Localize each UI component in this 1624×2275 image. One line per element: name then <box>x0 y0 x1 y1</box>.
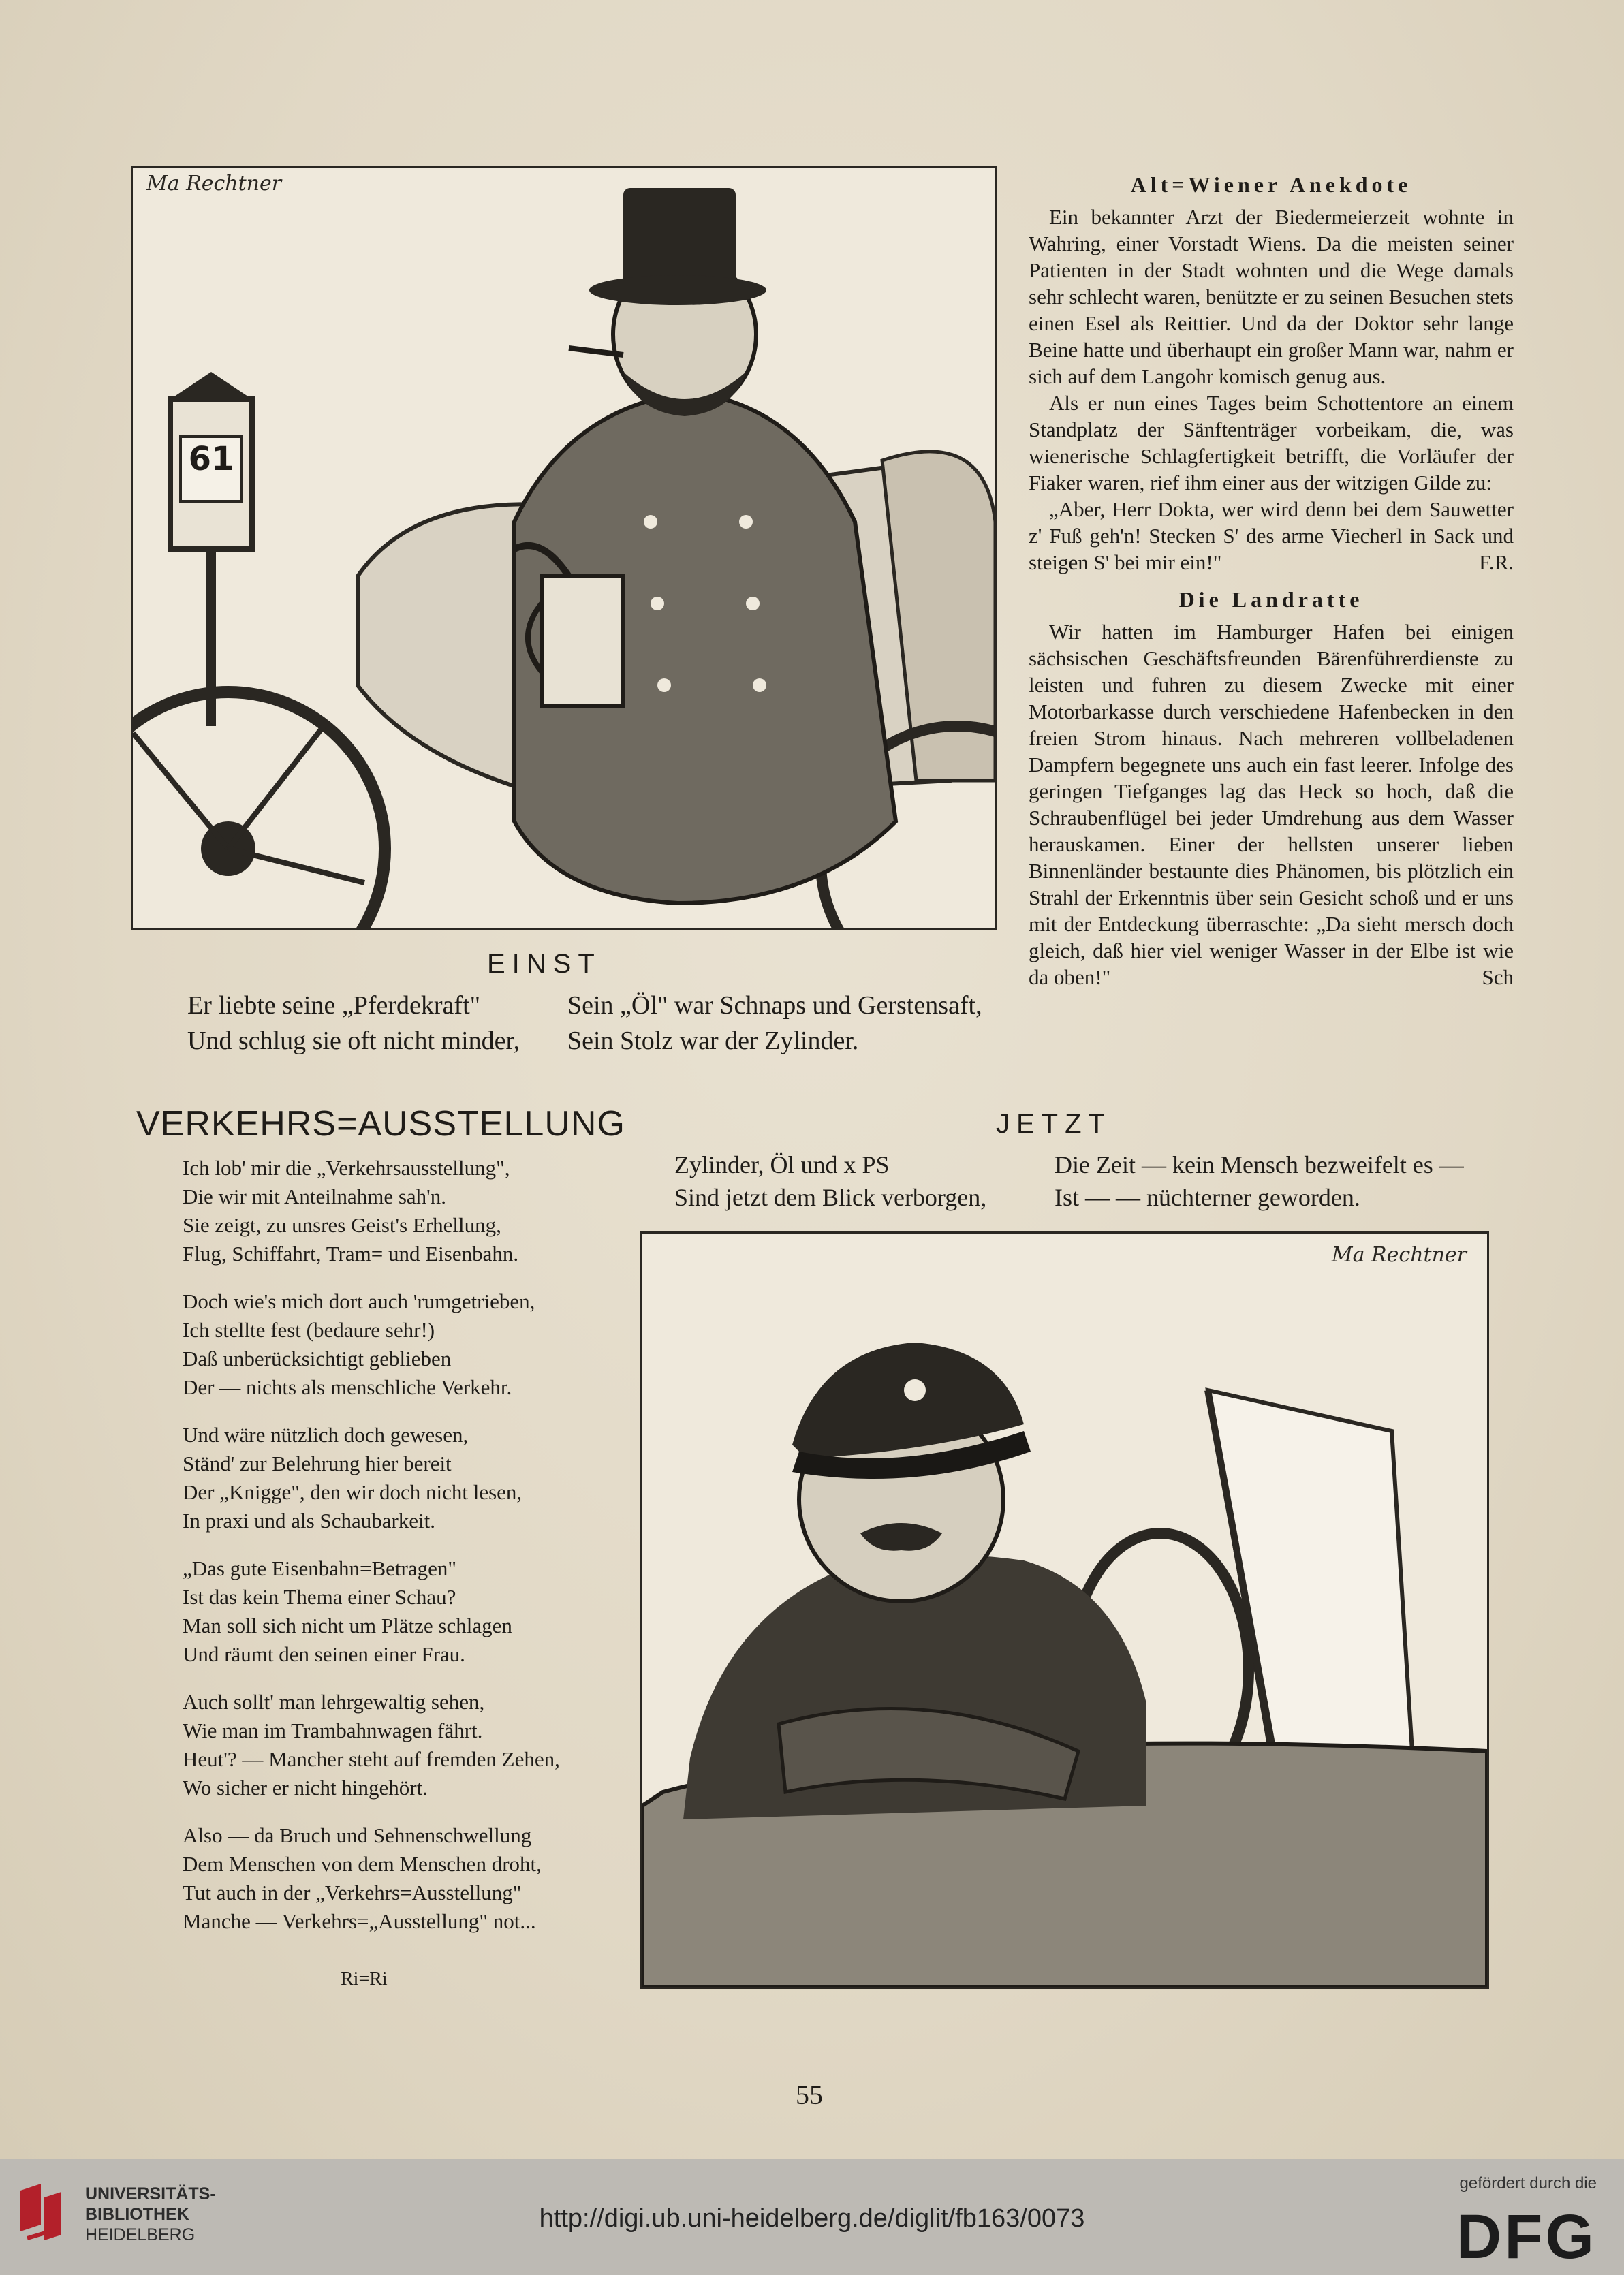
library-name-line: HEIDELBERG <box>85 2225 196 2244</box>
landratte-title: Die Landratte <box>1178 587 1364 612</box>
poem-line: Wie man im Trambahnwagen fährt. <box>183 1719 483 1742</box>
anekdote-author: F.R. <box>1479 550 1514 574</box>
jetzt-line: Zylinder, Öl und x PS <box>674 1151 890 1178</box>
poem-line: Doch wie's mich dort auch 'rumgetrieben, <box>183 1289 535 1313</box>
einst-left-lines <box>187 988 520 1058</box>
poem-stanza <box>183 1421 619 1535</box>
anekdote-paragraph: Als er nun eines Tages beim Schottentore an einem Standplatz der Sänftenträger vorbeikam, die, was wienerische Schlagfertigkeit betrifft, die Vorläufer der Fiaker waren, rief ihm einer aus der witzigen Gilde zu: <box>1029 391 1514 495</box>
illustrator-signature: Ma Rechtner <box>146 172 282 195</box>
page-number: 55 <box>796 2080 823 2110</box>
poem-line: Ich lob' mir die „Verkehrsausstellung", <box>183 1156 510 1180</box>
poem-stanza <box>183 1821 619 1936</box>
viewer-footer <box>0 2159 1624 2275</box>
poem-line: Und wäre nützlich doch gewesen, <box>183 1423 469 1447</box>
einst-line: Sein „Öl" war Schnaps und Gerstensaft, <box>567 991 982 1020</box>
poem-line: Der „Knigge", den wir doch nicht lesen, <box>183 1480 522 1504</box>
poem-line: In praxi und als Schaubarkeit. <box>183 1509 436 1533</box>
lamp-number: 61 <box>188 440 234 478</box>
illustrator-signature: Ma Rechtner <box>1331 1243 1467 1267</box>
poem-line: Ständ' zur Belehrung hier bereit <box>183 1452 452 1475</box>
library-name-line: BIBLIOTHEK <box>85 2205 189 2224</box>
poem-line: Ich stellte fest (bedaure sehr!) <box>183 1318 435 1342</box>
einst-line: Und schlug sie oft nicht minder, <box>187 1026 520 1055</box>
poem-title: VERKEHRS=AUSSTELLUNG <box>136 1104 625 1144</box>
poem-stanza <box>183 1287 619 1402</box>
illustration-chauffeur <box>640 1231 1489 1989</box>
jetzt-left-lines <box>674 1148 986 1214</box>
poem-author: Ri=Ri <box>341 1968 388 1990</box>
jetzt-line: Die Zeit — kein Mensch bezweifelt es — <box>1055 1151 1464 1178</box>
dfg-logo: DFG <box>1456 2202 1597 2272</box>
poem-line: Also — da Bruch und Sehnenschwellung <box>183 1823 532 1847</box>
poem-line: Auch sollt' man lehrgewaltig sehen, <box>183 1690 485 1714</box>
poem-line: Und räumt den seinen einer Frau. <box>183 1642 465 1666</box>
poem-line: Daß unberücksichtigt geblieben <box>183 1347 452 1370</box>
chauffeur-drawing <box>642 1234 1487 1987</box>
anekdote-quote <box>1029 496 1514 576</box>
poem-line: Manche — Verkehrs=„Ausstellung" not... <box>183 1909 536 1933</box>
poem-stanza <box>183 1154 619 1268</box>
poem-stanza <box>183 1688 619 1802</box>
jetzt-line: Ist — — nüchterner geworden. <box>1055 1184 1360 1211</box>
library-name-line: UNIVERSITÄTS- <box>85 2184 216 2203</box>
poem-line: Sie zeigt, zu unsres Geist's Erhellung, <box>183 1213 501 1237</box>
permalink-url[interactable]: http://digi.ub.uni-heidelberg.de/diglit/fb163/0073 <box>539 2204 1085 2233</box>
poem-line: „Das gute Eisenbahn=Betragen" <box>183 1556 457 1580</box>
anekdote-title: Alt=Wiener Anekdote <box>1130 172 1412 197</box>
poem-line: Ist das kein Thema einer Schau? <box>183 1585 456 1609</box>
poem-line: Die wir mit Anteilnahme sah'n. <box>183 1184 446 1208</box>
einst-line: Sein Stolz war der Zylinder. <box>567 1026 859 1055</box>
jetzt-line: Sind jetzt dem Blick verborgen, <box>674 1184 987 1211</box>
anekdote-quote-text: „Aber, Herr Dokta, wer wird denn bei dem Sauwetter z' Fuß geh'n! Stecken S' des arme Viecherl in Sack und steigen S' bei mir ein!" <box>1029 497 1514 574</box>
jetzt-title: JETZT <box>996 1109 1112 1139</box>
landratte-body: Wir hatten im Hamburger Hafen bei einigen sächsischen Geschäftsfreunden Bärenführerdienste zu leisten und fuhren zu diesem Zwecke mit einer Motorbarkasse durch verschiedene Hafenbecken in den freien Strom hinaus. Nach mehreren vollbeladenen Dampfern begegnete uns auch ein fast leerer. Infolge des geringen Tiefganges lag das Heck so hoch, daß die Schraubenflügel bei jeder Umdrehung aus dem Wasser herauskamen. Einer der hellsten unserer lieben Binnenländer bestaunte dies Phänomen, bis plötzlich ein Strahl der Erkenntnis über sein Gesicht schoß und er uns mit der Entdeckung überraschte: „Da sieht mersch doch gleich, daß hier viel weniger Wasser in der Elbe ist wie da oben!" <box>1029 620 1514 989</box>
einst-title: EINST <box>487 949 602 979</box>
right-column-text <box>1029 172 1514 990</box>
einst-line: Er liebte seine „Pferdekraft" <box>187 991 481 1020</box>
poem-line: Tut auch in der „Verkehrs=Ausstellung" <box>183 1881 522 1904</box>
poem-line: Flug, Schiffahrt, Tram= und Eisenbahn. <box>183 1242 519 1266</box>
landratte-text <box>1029 618 1514 990</box>
funding-caption: gefördert durch die <box>1459 2174 1597 2193</box>
poem-line: Wo sicher er nicht hingehört. <box>183 1776 428 1800</box>
landratte-author: Sch <box>1482 965 1514 989</box>
einst-right-lines <box>567 988 982 1058</box>
coachman-drawing <box>133 168 995 928</box>
illustration-coachman <box>131 166 997 930</box>
anekdote-paragraph: Ein bekannter Arzt der Biedermeierzeit wohnte in Wahring, einer Vorstadt Wiens. Da die meisten seiner Patienten in der Stadt wohnten und die Wege damals sehr schlecht waren, benützte er zu seinen Besuchen stets einen Esel als Reittier. Und da der Doktor sehr lange Beine hatte und überhaupt ein großer Mann war, nahm er sich auf dem Langohr komisch genug aus. <box>1029 205 1514 388</box>
poem-stanza <box>183 1554 619 1669</box>
poem-line: Man soll sich nicht um Plätze schlagen <box>183 1614 512 1637</box>
poem-line: Der — nichts als menschliche Verkehr. <box>183 1375 512 1399</box>
jetzt-right-lines <box>1055 1148 1464 1214</box>
poem-line: Heut'? — Mancher steht auf fremden Zehen, <box>183 1747 560 1771</box>
poem-body <box>183 1154 619 1955</box>
poem-line: Dem Menschen von dem Menschen droht, <box>183 1852 542 1876</box>
